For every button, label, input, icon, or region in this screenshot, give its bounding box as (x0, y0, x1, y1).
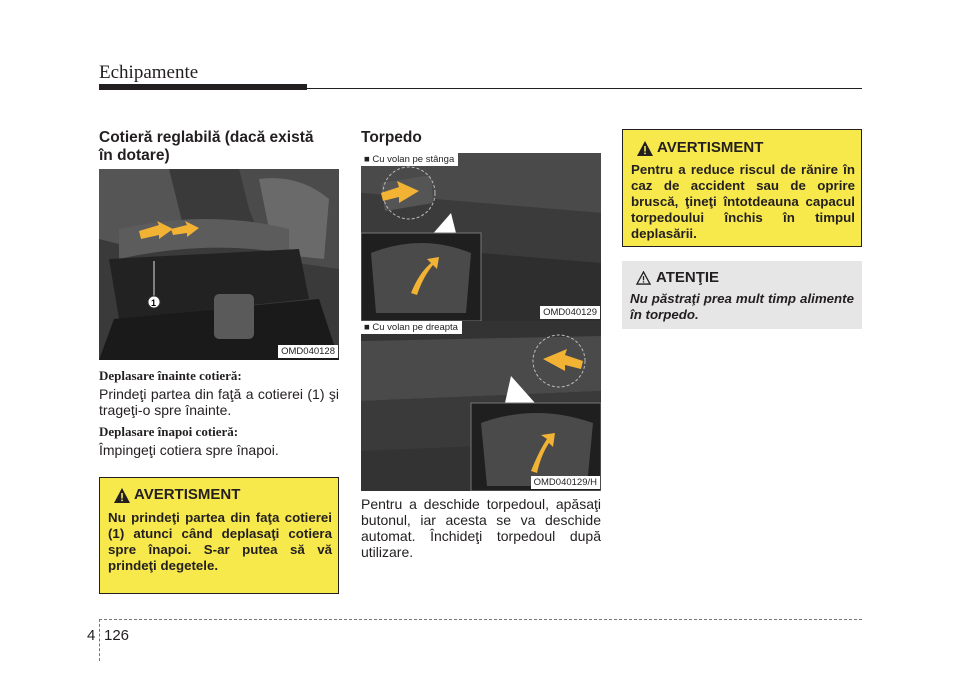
header-rule (99, 88, 862, 89)
warning-triangle-icon (637, 141, 653, 156)
armrest-backward-heading: Deplasare înapoi cotieră: (99, 424, 239, 439)
chapter-title: Echipamente (99, 62, 199, 83)
armrest-title: Cotieră reglabilă (dacă există în dotare) (99, 129, 314, 164)
image-code: OMD040128 (278, 345, 338, 358)
image-caption: ■ Cu volan pe stânga (361, 153, 458, 166)
header-bar (99, 84, 307, 90)
image-caption: ■ Cu volan pe dreapta (361, 321, 462, 334)
footer-rule (99, 619, 862, 620)
footer-divider (99, 619, 100, 661)
warning-text: Nu prindeţi partea din faţa cotierei (1) atunci când deplasaţi cotiera spre înapoi. S-ar putea să vă prindeţi degetele. (108, 510, 332, 573)
chapter-number: 4 (87, 627, 96, 644)
glovebox-warning-box (622, 129, 862, 247)
warning-triangle-icon (636, 271, 651, 285)
glovebox-photo-lhd (361, 153, 601, 321)
image-code: OMD040129 (540, 306, 600, 319)
warning-text: Pentru a reduce riscul de rănire în caz de accident sau de oprire bruscă, ţineţi întotdeauna capacul torpedoului închis în timpul deplasării. (631, 162, 855, 241)
caution-text: Nu păstraţi prea mult timp alimente în torpedo. (630, 291, 854, 322)
warning-heading: AVERTISMENT (657, 139, 764, 156)
warning-heading: AVERTISMENT (134, 486, 241, 503)
glovebox-photo-rhd (361, 321, 601, 491)
armrest-backward-text: Împingeţi cotiera spre înapoi. (99, 442, 279, 458)
warning-triangle-icon (114, 488, 130, 503)
caution-box (622, 261, 862, 329)
armrest-forward-heading: Deplasare înainte cotieră: (99, 368, 242, 383)
armrest-photo (99, 169, 339, 360)
caution-heading: ATENŢIE (656, 269, 720, 286)
armrest-warning-box (99, 477, 339, 594)
image-code: OMD040129/H (531, 476, 600, 489)
page-number: 126 (104, 627, 130, 644)
callout-number: 1 (151, 298, 157, 308)
glovebox-title: Torpedo (361, 129, 422, 146)
armrest-forward-text: Prindeţi partea din faţă a cotierei (1) şi trageţi-o spre înainte. (99, 386, 339, 418)
glovebox-text: Pentru a deschide torpedoul, apăsaţi butonul, iar acesta se va deschide automat. Închideţi torpedoul după utilizare. (361, 496, 601, 560)
